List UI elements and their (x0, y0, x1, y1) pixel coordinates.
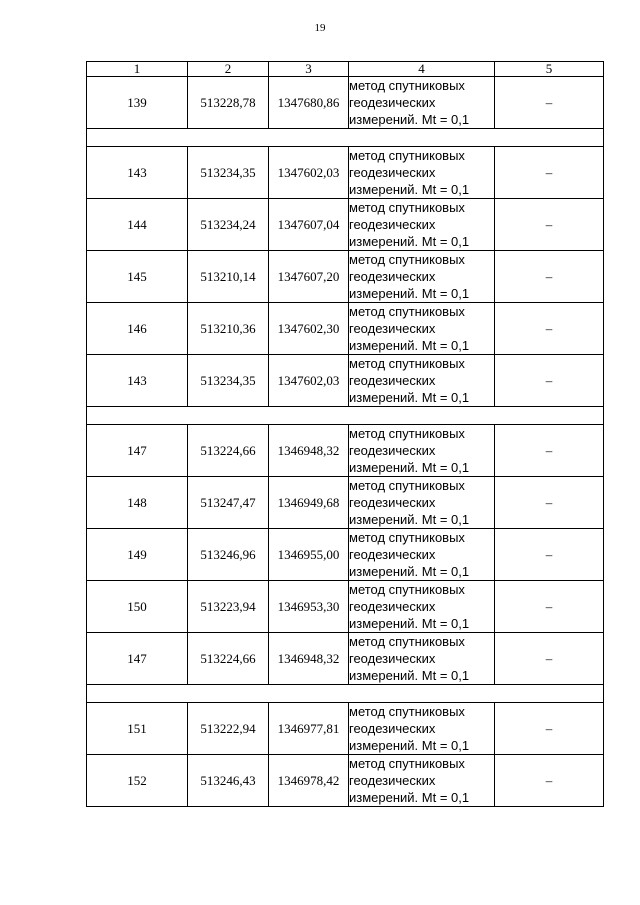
method-cell (349, 251, 495, 303)
table-row (87, 477, 604, 529)
method-text-line: метод спутниковых (349, 252, 465, 267)
method-text-line: метод спутниковых (349, 634, 465, 649)
method-text-line: геодезических (349, 599, 436, 614)
point-number-cell: 143 (87, 147, 188, 199)
method-text-line: геодезических (349, 269, 436, 284)
method-text-line: измерений. Mt = 0,1 (349, 460, 470, 475)
note-cell: – (495, 303, 604, 355)
point-number-cell: 149 (87, 529, 188, 581)
coord-x-cell: 513224,66 (188, 425, 269, 477)
table-row (87, 425, 604, 477)
method-text-line: геодезических (349, 495, 436, 510)
method-text-line: метод спутниковых (349, 304, 465, 319)
method-text-line: геодезических (349, 721, 436, 736)
coord-x-cell: 513224,66 (188, 633, 269, 685)
point-number-cell: 147 (87, 425, 188, 477)
method-text-line: измерений. Mt = 0,1 (349, 286, 470, 301)
table-row (87, 251, 604, 303)
table-row (87, 355, 604, 407)
table-row (87, 147, 604, 199)
table-row (87, 581, 604, 633)
note-cell: – (495, 199, 604, 251)
method-text-line: метод спутниковых (349, 704, 465, 719)
method-text-line: геодезических (349, 651, 436, 666)
method-text-line: метод спутниковых (349, 426, 465, 441)
coord-y-cell: 1347607,20 (269, 251, 349, 303)
method-text-line: геодезических (349, 321, 436, 336)
method-text-line: геодезических (349, 373, 436, 388)
table-row (87, 633, 604, 685)
header-col-4: 4 (349, 62, 495, 77)
coord-x-cell: 513234,35 (188, 147, 269, 199)
method-text-line: измерений. Mt = 0,1 (349, 512, 470, 527)
note-cell: – (495, 425, 604, 477)
table-row (87, 303, 604, 355)
method-text-line: метод спутниковых (349, 78, 465, 93)
separator-row (87, 129, 604, 147)
note-cell: – (495, 703, 604, 755)
coord-y-cell: 1347602,03 (269, 355, 349, 407)
method-text-line: измерений. Mt = 0,1 (349, 390, 470, 405)
separator-cell (87, 407, 604, 425)
method-cell (349, 755, 495, 807)
method-text-line: измерений. Mt = 0,1 (349, 790, 470, 805)
coord-x-cell: 513223,94 (188, 581, 269, 633)
method-text-line: геодезических (349, 165, 436, 180)
method-text-line: метод спутниковых (349, 356, 465, 371)
header-col-5: 5 (495, 62, 604, 77)
coordinates-table (86, 61, 604, 807)
coord-x-cell: 513246,96 (188, 529, 269, 581)
method-cell (349, 303, 495, 355)
method-text-line: метод спутниковых (349, 478, 465, 493)
method-text-line: геодезических (349, 547, 436, 562)
coord-y-cell: 1346948,32 (269, 425, 349, 477)
point-number-cell: 143 (87, 355, 188, 407)
method-cell (349, 529, 495, 581)
method-cell (349, 633, 495, 685)
coord-y-cell: 1346953,30 (269, 581, 349, 633)
method-text-line: геодезических (349, 773, 436, 788)
table-row (87, 529, 604, 581)
table-row (87, 755, 604, 807)
note-cell: – (495, 355, 604, 407)
point-number-cell: 150 (87, 581, 188, 633)
method-cell (349, 77, 495, 129)
coord-x-cell: 513234,24 (188, 199, 269, 251)
coord-y-cell: 1347602,03 (269, 147, 349, 199)
table-header-row (87, 62, 604, 77)
coord-x-cell: 513234,35 (188, 355, 269, 407)
method-text-line: метод спутниковых (349, 756, 465, 771)
method-cell (349, 477, 495, 529)
coord-x-cell: 513210,36 (188, 303, 269, 355)
note-cell: – (495, 529, 604, 581)
method-text-line: метод спутниковых (349, 582, 465, 597)
method-text-line: измерений. Mt = 0,1 (349, 338, 470, 353)
method-cell (349, 147, 495, 199)
method-text-line: метод спутниковых (349, 530, 465, 545)
note-cell: – (495, 755, 604, 807)
header-col-3: 3 (269, 62, 349, 77)
point-number-cell: 152 (87, 755, 188, 807)
point-number-cell: 151 (87, 703, 188, 755)
method-text-line: измерений. Mt = 0,1 (349, 616, 470, 631)
coord-y-cell: 1346955,00 (269, 529, 349, 581)
point-number-cell: 147 (87, 633, 188, 685)
point-number-cell: 144 (87, 199, 188, 251)
coord-y-cell: 1346977,81 (269, 703, 349, 755)
coord-x-cell: 513210,14 (188, 251, 269, 303)
separator-row (87, 685, 604, 703)
point-number-cell: 139 (87, 77, 188, 129)
point-number-cell: 148 (87, 477, 188, 529)
note-cell: – (495, 477, 604, 529)
table-row (87, 703, 604, 755)
page-number: 19 (314, 22, 326, 34)
method-text-line: метод спутниковых (349, 148, 465, 163)
coord-y-cell: 1347602,30 (269, 303, 349, 355)
note-cell: – (495, 633, 604, 685)
separator-cell (87, 685, 604, 703)
method-text-line: геодезических (349, 217, 436, 232)
point-number-cell: 145 (87, 251, 188, 303)
coord-x-cell: 513222,94 (188, 703, 269, 755)
method-cell (349, 425, 495, 477)
coord-x-cell: 513247,47 (188, 477, 269, 529)
method-text-line: геодезических (349, 95, 436, 110)
note-cell: – (495, 147, 604, 199)
separator-cell (87, 129, 604, 147)
coord-x-cell: 513228,78 (188, 77, 269, 129)
table-row (87, 77, 604, 129)
method-cell (349, 355, 495, 407)
coord-y-cell: 1346949,68 (269, 477, 349, 529)
coord-y-cell: 1346948,32 (269, 633, 349, 685)
note-cell: – (495, 581, 604, 633)
table-row (87, 199, 604, 251)
method-text-line: метод спутниковых (349, 200, 465, 215)
method-text-line: измерений. Mt = 0,1 (349, 112, 470, 127)
coord-y-cell: 1347607,04 (269, 199, 349, 251)
note-cell: – (495, 77, 604, 129)
method-text-line: измерений. Mt = 0,1 (349, 564, 470, 579)
method-cell (349, 581, 495, 633)
coord-x-cell: 513246,43 (188, 755, 269, 807)
method-text-line: измерений. Mt = 0,1 (349, 738, 470, 753)
method-text-line: измерений. Mt = 0,1 (349, 182, 470, 197)
coord-y-cell: 1347680,86 (269, 77, 349, 129)
point-number-cell: 146 (87, 303, 188, 355)
method-text-line: геодезических (349, 443, 436, 458)
method-cell (349, 199, 495, 251)
header-col-1: 1 (87, 62, 188, 77)
header-col-2: 2 (188, 62, 269, 77)
note-cell: – (495, 251, 604, 303)
method-text-line: измерений. Mt = 0,1 (349, 668, 470, 683)
method-text-line: измерений. Mt = 0,1 (349, 234, 470, 249)
table-body (87, 77, 604, 807)
method-cell (349, 703, 495, 755)
coord-y-cell: 1346978,42 (269, 755, 349, 807)
separator-row (87, 407, 604, 425)
